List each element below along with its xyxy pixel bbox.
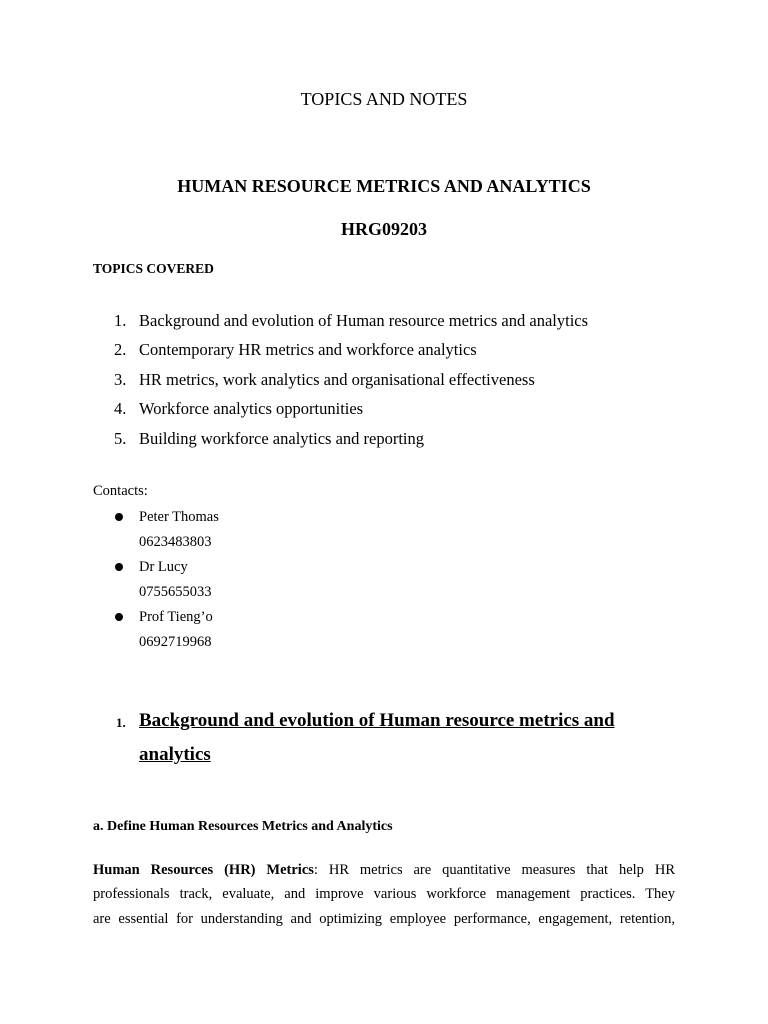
bullet-icon	[115, 513, 123, 521]
section-number: 1.	[116, 715, 126, 730]
contact-phone: 0692719968	[139, 634, 212, 650]
topic-text: Building workforce analytics and reporting	[139, 429, 425, 448]
topic-text: Background and evolution of Human resource metrics and analytics	[139, 311, 589, 330]
document-header: TOPICS AND NOTES	[300, 89, 468, 109]
topic-number: 3.	[114, 370, 127, 389]
course-code: HRG09203	[340, 219, 427, 239]
topic-text: HR metrics, work analytics and organisational effectiveness	[139, 370, 535, 389]
paragraph-line: professionals track, evaluate, and improve various workforce management practices. They	[93, 886, 675, 902]
course-title: HUMAN RESOURCE METRICS AND ANALYTICS	[177, 176, 591, 196]
topic-number: 5.	[114, 429, 127, 448]
subsection-heading: a. Define Human Resources Metrics and Analytics	[93, 819, 393, 834]
paragraph-text: : HR metrics are quantitative measures that help HR	[313, 862, 675, 878]
topic-text: Contemporary HR metrics and workforce analytics	[139, 340, 477, 359]
bullet-icon	[115, 613, 123, 621]
topic-number: 4.	[114, 399, 127, 418]
contact-name: Prof Tieng’o	[139, 609, 213, 625]
paragraph-line: are essential for understanding and optimizing employee performance, engagement, retention,	[93, 911, 675, 927]
topic-number: 1.	[114, 311, 127, 330]
topics-heading: TOPICS COVERED	[93, 261, 214, 276]
topic-number: 2.	[114, 340, 127, 359]
bullet-icon	[115, 563, 123, 571]
topic-text: Workforce analytics opportunities	[139, 399, 364, 418]
section-title: Background and evolution of Human resource metrics and	[139, 710, 615, 731]
paragraph-line	[93, 861, 675, 879]
contacts-label: Contacts:	[93, 483, 148, 499]
contact-phone: 0755655033	[139, 584, 212, 600]
contact-name: Peter Thomas	[139, 509, 219, 525]
contact-phone: 0623483803	[139, 534, 212, 550]
section-title-continued: analytics	[139, 744, 211, 765]
paragraph-term: Human Resources (HR) Metrics	[93, 862, 314, 878]
contact-name: Dr Lucy	[139, 559, 188, 575]
